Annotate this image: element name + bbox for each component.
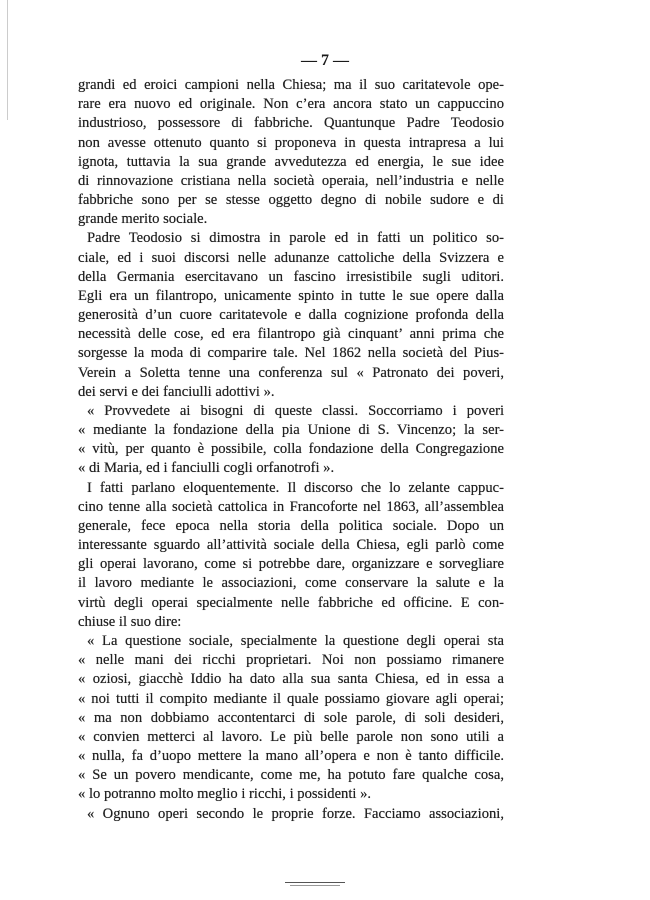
- footer-rule-secondary: [290, 885, 340, 886]
- text-line: « nulla, fa d’uopo mettere la mano all’opera e non è tanto difficile.: [78, 748, 504, 765]
- text-line: generosità d’un cuore caritatevole e dalla cognizione profonda della: [78, 307, 504, 324]
- text-line: ignota, tuttavia la sua grande avvedutezza ed energia, le sue idee: [78, 153, 504, 170]
- text-line: « oziosi, giacchè Iddio ha dato alla sua santa Chiesa, ed in essa a: [78, 671, 504, 688]
- text-line: I fatti parlano eloquentemente. Il discorso che lo zelante cappuc-: [87, 479, 504, 496]
- text-line: virtù degli operai specialmente nelle fabbriche ed officine. E con-: [78, 594, 504, 611]
- text-line: il lavoro mediante le associazioni, come conservare la salute e la: [78, 575, 504, 592]
- text-line: « mediante la fondazione della pia Unione di S. Vincenzo; la ser-: [78, 422, 504, 439]
- text-line: industrioso, possessore di fabbriche. Quantunque Padre Teodosio: [78, 115, 504, 132]
- text-line: « noi tutti il compito mediante il quale possiamo giovare agli operai;: [78, 690, 504, 707]
- text-line: « convien metterci al lavoro. Le più belle parole non sono utili a: [78, 728, 504, 745]
- text-line: chiuse il suo dire:: [78, 613, 182, 630]
- text-line: sorgesse la moda di comparire tale. Nel 1862 nella società del Pius-: [78, 345, 504, 362]
- text-line: « Se un povero mendicante, come me, ha potuto fare qualche cosa,: [78, 767, 504, 784]
- text-line: grandi ed eroici campioni nella Chiesa; ma il suo caritatevole ope-: [78, 77, 504, 93]
- text-line: della Germania esercitavano un fascino irresistibile sugli uditori.: [78, 268, 504, 285]
- text-line: dei servi e dei fanciulli adottivi ».: [78, 383, 275, 400]
- text-line: « Provvedete ai bisogni di queste classi. Soccorriamo i poveri: [87, 402, 504, 419]
- text-line: necessità delle cose, ed era filantropo già cinquant’ anni prima che: [78, 326, 504, 343]
- text-line: ciale, ed i suoi discorsi nelle adunanze cattoliche della Svizzera e: [78, 249, 504, 266]
- text-line: « La questione sociale, specialmente la questione degli operai sta: [87, 632, 504, 649]
- text-line: « ma non dobbiamo accontentarci di sole parole, di soli desideri,: [78, 709, 504, 726]
- text-line: Egli era un filantropo, unicamente spinto in tutte le sue opere dalla: [78, 287, 504, 304]
- text-line: di rinnovazione cristiana nella società operaia, nell’industria e nelle: [78, 172, 504, 189]
- text-line: interessante sguardo all’attività sociale della Chiesa, egli parlò come: [78, 537, 504, 554]
- text-line: « nelle mani dei ricchi proprietari. Noi non possiamo rimanere: [78, 652, 504, 669]
- text-line: Padre Teodosio si dimostra in parole ed in fatti un politico so-: [87, 230, 504, 247]
- footer-rule: [285, 882, 345, 883]
- body-text: [78, 76, 504, 824]
- text-line: non avesse ottenuto quanto si proponeva in questa intrapresa a lui: [78, 134, 504, 151]
- text-line: Verein a Soletta tenne una conferenza sul « Patronato dei poveri,: [78, 364, 504, 381]
- text-line: cino tenne alla società cattolica in Francoforte nel 1863, all’assemblea: [78, 498, 504, 515]
- text-line: « di Maria, ed i fanciulli cogli orfanotrofi ».: [78, 460, 335, 477]
- text-line: gli operai lavorano, come si potrebbe dare, organizzare e sorvegliare: [78, 556, 504, 573]
- text-line: « Ognuno operi secondo le proprie forze. Facciamo associazioni,: [87, 805, 504, 822]
- text-line: fabbriche sono per se stesse oggetto degno di nobile sudore e di: [78, 192, 504, 209]
- text-line: « vitù, per quanto è possibile, colla fondazione della Congregazione: [78, 441, 504, 458]
- text-line: « lo potranno molto meglio i ricchi, i possidenti ».: [78, 786, 372, 803]
- text-line: generale, fece epoca nella storia della politica sociale. Dopo un: [78, 517, 504, 534]
- page-number: — 7 —: [301, 52, 349, 69]
- text-line: rare era nuovo ed originale. Non c’era ancora stato un cappuccino: [78, 96, 504, 113]
- text-line: grande merito sociale.: [78, 211, 208, 228]
